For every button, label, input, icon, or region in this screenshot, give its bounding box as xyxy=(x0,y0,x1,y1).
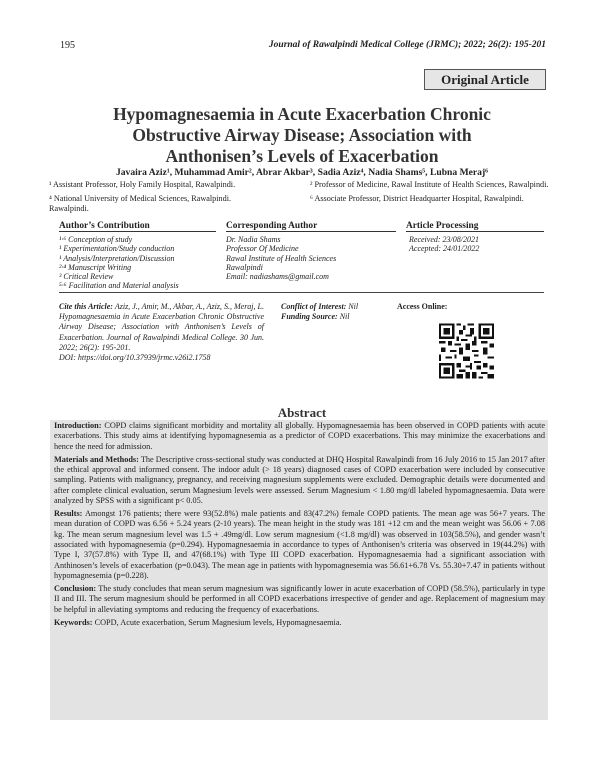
accepted-date: Accepted: 24/01/2022 xyxy=(409,244,480,254)
affiliation: ¹ Assistant Professor, Holy Family Hospital, Rawalpindi. xyxy=(49,180,236,189)
processing-dates xyxy=(409,235,544,254)
contribution-heading: Author’s Contribution xyxy=(59,221,216,232)
corresponding-email[interactable]: Email: nadiashams@gmail.com xyxy=(226,272,329,282)
qr-code-icon[interactable] xyxy=(439,321,494,381)
access-online-label: Access Online: xyxy=(397,302,448,311)
corresponding-institute: Rawal Institute of Health Sciences xyxy=(226,253,337,263)
corresponding-heading: Corresponding Author xyxy=(226,221,396,232)
corresponding-name: Dr. Nadia Shams xyxy=(226,235,281,244)
abstract-conclusion xyxy=(54,584,545,615)
keywords-text: COPD, Acute exacerbation, Serum Magnesium levels, Hypomagnesaemia. xyxy=(92,617,342,627)
introduction-label: Introduction: xyxy=(54,421,102,430)
affiliation: ² Professor of Medicine, Rawal Institute of Health Sciences, Rawalpindi. xyxy=(310,180,549,189)
conclusion-label: Conclusion: xyxy=(54,583,97,593)
section-divider xyxy=(59,292,544,293)
contribution-item: ¹·⁶ Conception of study xyxy=(59,235,133,244)
citation-text: Aziz, J., Amir, M., Akbar, A., Aziz, S., Meraj, L. Hypomagnesaemia in Acute Exacerbation Chronic Obstructive Airway Disease; Association with Anthonisen’s Levels of Exacerbation. Journal of Rawalpindi Medical College. 30 Jun. 2022; 26(2): 195-201. xyxy=(59,302,264,352)
abstract-keywords xyxy=(54,618,545,628)
page-number: 195 xyxy=(60,40,75,51)
corresponding-city: Rawalpindi xyxy=(226,262,263,272)
received-date: Received: 23/08/2021 xyxy=(409,235,479,244)
corresponding-details xyxy=(226,235,396,281)
affiliations-left xyxy=(49,180,264,218)
citation-block xyxy=(59,302,264,363)
abstract-introduction xyxy=(54,421,545,452)
conflict-label: Conflict of Interest: xyxy=(281,302,347,311)
citation-label: Cite this Article: xyxy=(59,302,113,311)
abstract-heading: Abstract xyxy=(277,405,327,420)
title-line: Anthonisen’s Levels of Exacerbation xyxy=(165,146,439,166)
corresponding-title: Professor Of Medicine xyxy=(226,244,299,254)
affiliation: ⁴ National University of Medical Sciences, Rawalpindi. Rawalpindi. xyxy=(49,193,232,213)
methods-label: Materials and Methods: xyxy=(54,454,139,464)
conclusion-text: The study concludes that mean serum magnesium was significantly lower in acute exacerbation of COPD (58.5%), particularly in type II and III. The serum magnesium should be performed in all COPD exacerbations irrespective of gender and age. Replacement of magnesium may be helpful in alleviating symptoms and reducing the frequency of exacerbations. xyxy=(54,583,545,614)
results-label: Results: xyxy=(54,508,83,518)
methods-text: The Descriptive cross-sectional study was conducted at DHQ Hospital Rawalpindi from 16 July 2016 to 15 Jan 2017 after the ethical approval and informed consent. The indoor adult (> 18 years) diagnosed cases of COPD exacerbation were included by consecutive sampling. Patients with malignancy, pregnancy, and receiving magnesium supplements were excluded. Demographic details were documented and after complete clinical evaluation, serum Magnesium levels were assessed. Serum Magnesium < 1.80 mg/dl labeled hypomagnesaemia. Data were analyzed by SPSS with a significant p< 0.05. xyxy=(54,454,545,505)
contribution-item: ³ Critical Review xyxy=(59,272,114,282)
title-line: Obstructive Airway Disease; Association with xyxy=(132,125,472,145)
contribution-item: ²·⁴ Manuscript Writing xyxy=(59,262,132,272)
abstract-methods xyxy=(54,455,545,507)
conflict-funding xyxy=(281,302,391,322)
keywords-label: Keywords: xyxy=(54,617,93,627)
abstract-results xyxy=(54,509,545,581)
processing-heading: Article Processing xyxy=(406,221,544,232)
introduction-text: COPD claims significant morbidity and mortality all globally. Hypomagnesaemia has been observed in COPD patients with acute exacerbations. This study aims at identifying hypomagnesemia as a predictor of COPD exacerbations. This may minimize the exacerbations and hence the need for admission. xyxy=(54,421,545,451)
contribution-list xyxy=(59,235,219,291)
affiliations-right xyxy=(310,180,550,207)
funding-value: Nil xyxy=(337,312,350,321)
contribution-item: ¹ Experimentation/Study conduction xyxy=(59,244,175,254)
title-line: Hypomagnesaemia in Acute Exacerbation Chronic xyxy=(113,104,491,124)
affiliation: ⁶ Associate Professor, District Headquarter Hospital, Rawalpindi. xyxy=(310,193,524,203)
abstract-body xyxy=(54,421,545,631)
author-list: Javaira Aziz¹, Muhammad Amir², Abrar Akbar³, Sadia Aziz⁴, Nadia Shams⁵, Lubna Meraj⁶ xyxy=(115,167,489,178)
journal-header: Journal of Rawalpindi Medical College (JRMC); 2022; 26(2): 195-201 xyxy=(268,40,546,50)
doi-link[interactable]: DOI: https://doi.org/10.37939/jrmc.v26i2.1758 xyxy=(59,353,211,363)
funding-label: Funding Source: xyxy=(281,312,338,321)
contribution-item: ¹ Analysis/Interpretation/Discussion xyxy=(59,253,175,263)
article-title xyxy=(60,104,544,167)
contribution-item: ⁵·⁶ Facilitation and Material analysis xyxy=(59,281,179,291)
conflict-value: Nil xyxy=(346,302,359,311)
results-text: Amongst 176 patients; there were 93(52.8%) male patients and 83(47.2%) female COPD patients. The mean age was 56+7 years. The mean duration of COPD was 6.56 + 5.24 years (2-10 years). The mean height in the study was 181 +12 cm and the mean weight was 56.06 + 7.08 kg. The mean serum magnesium level was 1.5 + .49mg/dl. Low serum magnesium (<1.8 mg/dl) was observed in 103(58.5%), and gender wasn’t associated with hypomagnesemia (p=0.294). Hypomagnesaemia in accordance to types of Anthonisen’s criteria was observed in 19(44.2%) with Type I, 37(57.8%) with Type II, and 47(68.1%) with Type III COPD exacerbation. Hypomagnesaemia had a significant association with Anthinosen’s levels of exacerbation (p=0.043). The mean age in patients with hypomagnesemia was 56.61+6.78 Vs. 55.30+7.47 in patients without hypomagnesemia (p=0.228). xyxy=(54,508,545,580)
article-type-badge: Original Article xyxy=(424,69,546,90)
